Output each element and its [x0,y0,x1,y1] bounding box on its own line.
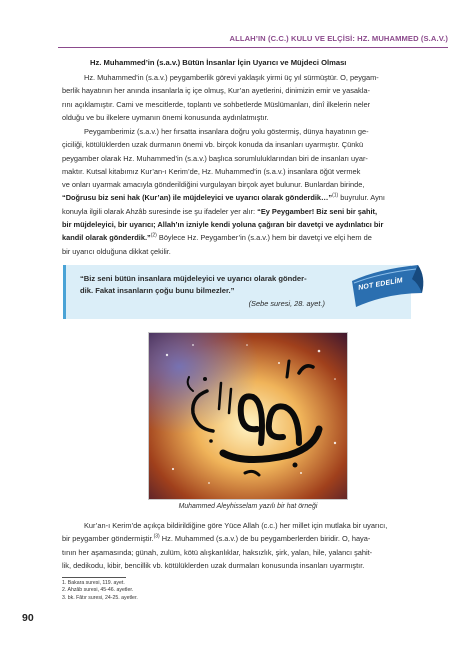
paragraph-2-line: maktır. Kutsal kitabımız Kur’an-ı Kerim’de, Hz. Muhammed’in (s.a.v.) insanlara öğüt vermek [62,166,361,176]
paragraph-2-line: peygamber olarak Hz. Muhammed’in (s.a.v.) başlıca sorumluluklarından biri de insanları uyar- [62,153,368,163]
footnote-rule [62,577,126,578]
calligraphy-image [148,332,348,500]
quote-ahzab-middle: bir müjdeleyici, bir uyarıcı; Allah’ın izniyle kendi yoluna çağıran bir davetçi ve aydınlatıcı bir [62,220,384,230]
footnote-ref-3: (3) [153,533,160,540]
text-segment: buyrulur. Aynı [338,193,385,203]
paragraph-2-line: Peygamberimiz (s.a.v.) her fırsatta insanlara doğru yolu göstermiş, dünya hayatının ge- [84,127,369,136]
note-quote-line: “Biz seni bütün insanlara müjdeleyici ve uyarıcı olarak gönder- [80,274,307,283]
note-tag [348,263,426,311]
paragraph-2-line [62,191,420,204]
paragraph-1-line: rını açıklamıştır. Cami ve mescitlerde, toplantı ve sohbetlerde Müslümanları, dinî ilkelerin neler [62,99,371,109]
section-title: Hz. Muhammed’in (s.a.v.) Bütün İnsanlar İçin Uyarıcı ve Müjdeci Olması [90,58,347,67]
note-tag-label: NOT EDELİM [357,277,404,292]
note-source: (Sebe suresi, 28. ayet.) [248,299,325,308]
paragraph-3-line: lik, dedikodu, kibir, bencillik vb. kötülüklerden uzak durmaları konusunda insanları uyarmıştır. [62,560,365,570]
footnote-item: 2. Ahzâb suresi, 45-46. ayetler. [62,587,134,594]
paragraph-2-line [62,205,420,218]
paragraph-2-line: ve onları uyarmak amacıyla gönderildiğini vurgulayan birçok ayet bulunur. Bunlardan birinde, [62,180,365,190]
running-header-title: ALLAH’IN (C.C.) KULU VE ELÇİSİ: HZ. MUHAMMED (S.A.V.) [229,34,448,43]
paragraph-3-line: Kur’an-ı Kerim’de açıkça bildirildiğine göre Yüce Allah (c.c.) her millet için mutlaka bir uyarıcı, [84,521,388,530]
paragraph-3 [62,519,420,572]
footnote-ref-2: (2) [150,232,157,239]
quote-ahzab-end: kandil olarak gönderdik.” [62,233,151,243]
paragraph-1-line: olduğu ve bu ilkelere uymanın önemi konusunda aydınlatmıştır. [62,112,269,122]
footnotes [62,580,138,602]
quote-bakara: “Doğrusu biz seni hak (Kur’an) ile müjdeleyici ve uyarıcı olarak gönderdik…” [62,193,333,203]
paragraph-3-line [62,532,420,545]
calligraphy-art [149,333,348,500]
text-segment: konuyla ilgili olarak Ahzâb suresinde ise şu ifadeler yer alır: [62,206,258,216]
text-segment: Böylece Hz. Peygamber’in (s.a.v.) hem bir davetçi ve elçi hem de [156,233,372,243]
paragraph-2-line [62,218,420,231]
paragraph-2 [62,125,420,258]
note-quote-line: dik. Fakat insanların çoğu bunu bilmezler.” [80,286,235,295]
running-header [0,30,474,50]
footnote-item: 1. Bakara suresi, 119. ayet. [62,580,125,586]
header-rule [58,47,448,48]
page-number: 90 [22,612,34,624]
figure-caption: Muhammed Aleyhisselam yazılı bir hat örneği [178,503,318,510]
paragraph-2-line: bir uyarıcı olduğuna dikkat çekilir. [62,246,171,256]
quote-ahzab-start: “Ey Peygamber! Biz seni bir şahit, [257,206,378,216]
text-segment: bir peygamber göndermiştir. [62,534,154,544]
paragraph-2-line: çiciliği, kötülüklerden uzak durmanın önemi vb. birçok konuda da insanları uyarmıştır. Çünkü [62,140,364,150]
footnote-item: 3. bk. Fâtır suresi, 24-25. ayetler. [62,594,138,601]
paragraph-1-line: Hz. Muhammed’in (s.a.v.) peygamberlik görevi yaklaşık yirmi üç yıl sürmüştür. O, peygam- [84,73,379,82]
footnote-ref-1: (1) [332,193,339,200]
paragraph-3-line: tının her aşamasında; günah, zulüm, kötü alışkanlıklar, haksızlık, şirk, yalan, hile, yalancı şahit- [62,547,373,557]
text-segment: Hz. Muhammed (s.a.v.) de bu peygamberlerden biridir. O, haya- [159,534,371,544]
paragraph-2-line [62,231,420,244]
paragraph-1 [62,71,420,124]
paragraph-1-line: berlik hayatının her anında insanlarla iç içe olmuş, Kur’an ayetlerini, dinimizin emir ve yasakla- [62,86,370,96]
note-quote [80,273,350,297]
